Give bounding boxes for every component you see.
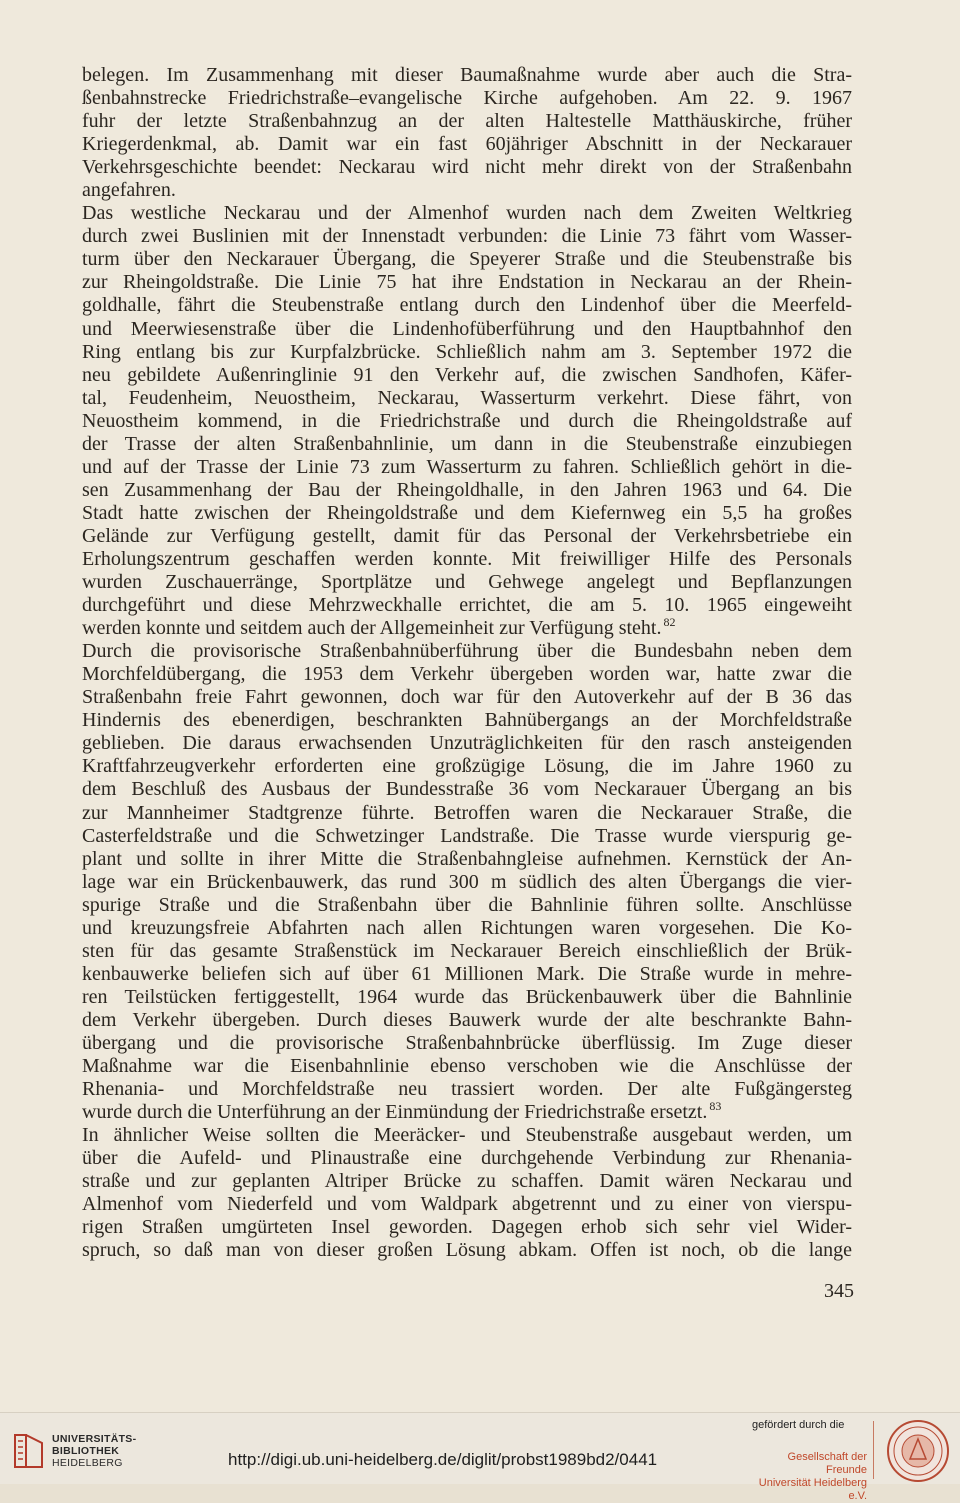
- text-line: ren Teilstücken fertiggestellt, 1964 wurde das Brückenbauwerk über die Bahnlinie: [82, 985, 852, 1008]
- text-line: sten für das gesamte Straßenstück im Neckarauer Bereich einschließlich der Brük-: [82, 939, 852, 962]
- library-name-line: BIBLIOTHEK: [52, 1445, 120, 1457]
- text-line: und auf der Trasse der Linie 73 zum Wasserturm zu fahren. Schließlich gehört in die-: [82, 455, 852, 478]
- text-line: kenbauwerke beliefen sich auf über 61 Millionen Mark. Die Straße wurde in mehre-: [82, 962, 852, 985]
- sponsor-label: gefördert durch die: [752, 1419, 845, 1431]
- text-line: übergang und die provisorische Straßenbahnbrücke überflüssig. Im Zuge dieser: [82, 1031, 852, 1054]
- text-line: dem Beschluß des Ausbaus der Bundesstraße 36 vom Neckarauer Übergang an bis: [82, 778, 852, 801]
- text-line: plant und sollte in ihrer Mitte die Straßenbahngleise aufnehmen. Kernstück der An-: [82, 847, 852, 870]
- library-logo-icon: [12, 1431, 46, 1471]
- text-line: Kraftfahrzeugverkehr erforderten eine großzügige Lösung, die im Jahre 1960 zu: [82, 755, 852, 778]
- text-line: goldhalle, fährt die Steubenstraße entlang durch den Lindenhof über die Meerfeld-: [82, 294, 852, 317]
- text-line: Verkehrsgeschichte beendet: Neckarau wird nicht mehr direkt von der Straßenbahn: [82, 156, 852, 179]
- library-name-line: HEIDELBERG: [52, 1457, 123, 1469]
- footer-divider: [873, 1421, 874, 1479]
- text-line: über die Aufeld- und Plinaustraße eine durchgehende Verbindung zur Rhenania-: [82, 1147, 852, 1170]
- library-name: [52, 1433, 136, 1469]
- text-line: [82, 617, 852, 640]
- text-line: und Meerwiesenstraße über die Lindenhofüberführung und den Hauptbahnhof den: [82, 317, 852, 340]
- viewer-footer: [0, 1412, 960, 1502]
- text-line: Ring entlang bis zur Kurpfalzbrücke. Schließlich nahm am 3. September 1972 die: [82, 340, 852, 363]
- text-line: Straßenbahn freie Fahrt gewonnen, doch war für den Autoverkehr auf der B 36 das: [82, 686, 852, 709]
- text-line: zur Mannheimer Stadtgrenze führte. Betroffen waren die Neckarauer Straße, die: [82, 801, 852, 824]
- text-line: fuhr der letzte Straßenbahnzug an der alten Haltestelle Matthäuskirche, früher: [82, 110, 852, 133]
- text-line: sen Zusammenhang der Bau der Rheingoldhalle, in den Jahren 1963 und 64. Die: [82, 478, 852, 501]
- sponsor-name: [749, 1451, 867, 1503]
- text-line: Hindernis des ebenerdigen, beschrankten Bahnübergangs an der Morchfeldstraße: [82, 709, 852, 732]
- text-line: Neuostheim kommend, in die Friedrichstraße und durch die Rheingoldstraße auf: [82, 409, 852, 432]
- text-line: angefahren.: [82, 179, 176, 202]
- text-line-content: werden konnte und seitdem auch der Allgemeinheit zur Verfügung steht.: [82, 617, 662, 640]
- text-line: belegen. Im Zusammenhang mit dieser Baumaßnahme wurde aber auch die Stra-: [82, 64, 852, 86]
- text-line: dem Verkehr übergeben. Durch dieses Bauwerk wurde der alte beschrankte Bahn-: [82, 1008, 852, 1031]
- text-line: Durch die provisorische Straßenbahnüberführung über die Bundesbahn neben dem: [82, 640, 852, 663]
- text-line: Casterfeldstraße und die Schwetzinger Landstraße. Die Trasse wurde vierspurig ge-: [82, 824, 852, 847]
- text-line: Morchfeldübergang, die 1953 dem Verkehr übergeben worden war, hatte zwar die: [82, 663, 852, 686]
- page-number: 345: [824, 1280, 854, 1302]
- footnote-ref: 83: [709, 1099, 722, 1114]
- text-line: spurige Straße und die Straßenbahn über die Bahnlinie führen sollte. Anschlüsse: [82, 893, 852, 916]
- text-line: geblieben. Die daraus erwachsenden Unzuträglichkeiten für den rasch ansteigenden: [82, 732, 852, 755]
- text-line: lage war ein Brückenbauwerk, das rund 300 m südlich des alten Übergangs die vier-: [82, 870, 852, 893]
- text-line: zur Rheingoldstraße. Die Linie 75 hat ihre Endstation in Neckarau an der Rhein-: [82, 271, 852, 294]
- text-line: durchgeführt und diese Mehrzweckhalle errichtet, die am 5. 10. 1965 eingeweiht: [82, 594, 852, 617]
- text-line: Gelände zur Verfügung gestellt, damit für das Personal der Verkehrsbetriebe ein: [82, 524, 852, 547]
- text-line-content: wurde durch die Unterführung an der Einmündung der Friedrichstraße ersetzt.: [82, 1101, 708, 1124]
- text-line: tal, Feudenheim, Neuostheim, Neckarau, Wasserturm verkehrt. Diese fährt, von: [82, 386, 852, 409]
- text-line: Rhenania- und Morchfeldstraße neu trassiert worden. Der alte Fußgängersteg: [82, 1078, 852, 1101]
- sponsor-name-line: Universität Heidelberg e.V.: [758, 1477, 867, 1502]
- text-line: Das westliche Neckarau und der Almenhof wurden nach dem Zweiten Weltkrieg: [82, 202, 852, 225]
- text-line: wurden Zuschauerränge, Sportplätze und Gehwege angelegt und Bepflanzungen: [82, 571, 852, 594]
- text-line: In ähnlicher Weise sollten die Meeräcker- und Steubenstraße ausgebaut werden, um: [82, 1124, 852, 1147]
- text-line: neu gebildete Außenringlinie 91 den Verkehr auf, die zwischen Sandhofen, Käfer-: [82, 363, 852, 386]
- library-name-line: UNIVERSITÄTS-: [52, 1433, 137, 1445]
- text-line: Maßnahme war die Eisenbahnlinie ebenso verschoben wie die Anschlüsse der: [82, 1055, 852, 1078]
- text-line: und kreuzungsfreie Abfahrten nach allen Richtungen waren vorgesehen. Die Ko-: [82, 916, 852, 939]
- permalink-url[interactable]: http://digi.ub.uni-heidelberg.de/diglit/probst1989bd2/0441: [228, 1450, 658, 1469]
- text-line: Almenhof vom Niederfeld und vom Waldpark abgetrennt und zu einer von vierspu-: [82, 1193, 852, 1216]
- text-line: turm über den Neckarauer Übergang, die Speyerer Straße und die Steubenstraße bis: [82, 248, 852, 271]
- text-line: rigen Straßen umgürteten Insel geworden. Dagegen erhob sich sehr viel Wider-: [82, 1216, 852, 1239]
- text-line: Stadt hatte zwischen der Rheingoldstraße und dem Kiefernweg ein 5,5 ha großes: [82, 501, 852, 524]
- footnote-ref: 82: [663, 615, 676, 630]
- text-line: straße und zur geplanten Altriper Brücke zu schaffen. Damit wären Neckarau und: [82, 1170, 852, 1193]
- text-line: durch zwei Buslinien mit der Innenstadt verbunden: die Linie 73 fährt vom Wasser-: [82, 225, 852, 248]
- university-seal-icon: [886, 1419, 950, 1483]
- text-line: Erholungszentrum geschaffen werden konnte. Mit freiwilliger Hilfe des Personals: [82, 547, 852, 570]
- text-line: Kriegerdenkmal, ab. Damit war ein fast 60jähriger Abschnitt in der Neckarauer: [82, 133, 852, 156]
- text-line: der Trasse der alten Straßenbahnlinie, um dann in die Steubenstraße einzubiegen: [82, 432, 852, 455]
- text-line: ßenbahnstrecke Friedrichstraße–evangelische Kirche aufgehoben. Am 22. 9. 1967: [82, 87, 852, 110]
- text-line: spruch, so daß man von dieser großen Lösung abkam. Offen ist noch, ob die lange: [82, 1239, 852, 1262]
- body-text: [82, 64, 852, 1262]
- text-line: [82, 1101, 852, 1124]
- sponsor-name-line: Gesellschaft der Freunde: [787, 1451, 867, 1476]
